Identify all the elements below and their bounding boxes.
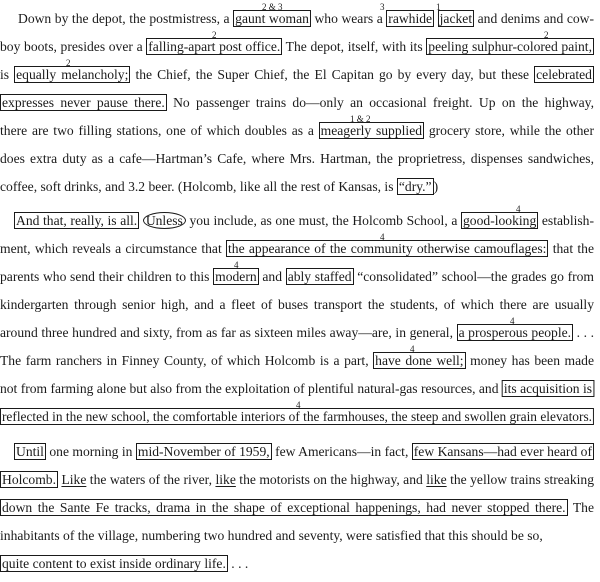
text-line	[0, 296, 594, 314]
boxed-phrase: down the Sante Fe tracks, drama in the shape of exceptional happenings, had never stopped there.	[2, 500, 566, 515]
boxed-phrase: jacket	[439, 11, 473, 26]
text-line	[0, 122, 594, 140]
text-run: few Americans—in fact,	[271, 444, 412, 459]
annotation-number: 1 & 2	[350, 114, 371, 124]
boxed-phrase: a prosperous people.	[458, 325, 572, 340]
text-run: establish-	[538, 213, 594, 228]
boxed-phrase: the appearance of the community otherwise camouflages:	[227, 241, 547, 256]
text-line	[0, 527, 594, 545]
text-run: you include, as one must, the Holcomb School, a	[185, 213, 461, 228]
underlined-word: Like	[61, 472, 87, 487]
boxed-phrase: expresses never pause there.	[2, 95, 165, 110]
annotation-number: 3	[380, 2, 385, 12]
text-run: one morning in	[45, 444, 136, 459]
boxed-phrase: And that, really, is all.	[16, 213, 138, 228]
text-line	[0, 268, 594, 286]
text-run: Down by the depot, the postmistress, a	[18, 11, 234, 26]
boxed-phrase: its acquisition is	[503, 381, 593, 396]
text-line	[0, 38, 594, 56]
boxed-phrase: reflected in the new school, the comfortable interiors of the farmhouses, the steep and swollen grain elevators.	[1, 409, 593, 424]
text-run: the yellow trains streaking	[446, 472, 594, 487]
text-run: not from farming alone but also from the exploitation of plentiful natural-gas resources, and	[0, 381, 502, 396]
text-run: inhabitants of the village, numbering two hundred and seventy, were satisfied that this should be so,	[0, 528, 543, 543]
text-run: does extra duty as a cafe—Hartman’s Cafe, where Mrs. Hartman, the proprietress, dispenses sandwiches,	[0, 151, 594, 166]
text-run: and	[258, 269, 286, 284]
boxed-phrase: falling-apart post office.	[148, 39, 281, 54]
text-run: there are two filling stations, one of which doubles as a	[0, 123, 319, 138]
boxed-phrase: equally melancholy;	[16, 67, 129, 82]
annotation-number: 4	[516, 204, 521, 214]
text-line	[18, 10, 594, 28]
text-line	[0, 150, 594, 168]
text-run: money has been made	[465, 353, 594, 368]
boxed-phrase: rawhide	[388, 11, 433, 26]
text-run: parents who send their children to this	[0, 269, 214, 284]
annotation-number: 2 & 3	[262, 2, 283, 12]
text-run: . . .	[227, 556, 249, 571]
text-line	[14, 212, 594, 230]
text-line	[0, 499, 594, 517]
text-run: grocery store, while the other	[424, 123, 594, 138]
text-run: boy boots, presides over a	[0, 39, 147, 54]
text-line	[0, 178, 594, 196]
text-line	[0, 471, 594, 489]
text-run: and denims and cow-	[474, 11, 594, 26]
boxed-phrase: Until	[16, 444, 44, 459]
text-run: the Chief, the Super Chief, the El Capitan go by every day, but these	[130, 67, 535, 82]
text-line	[0, 408, 594, 426]
text-line	[14, 443, 594, 461]
boxed-phrase: quite content to exist inside ordinary life.	[2, 556, 226, 571]
text-line	[0, 94, 594, 112]
text-run: the waters of the river,	[86, 472, 216, 487]
boxed-phrase: peeling sulphur-colored paint,	[428, 39, 592, 54]
boxed-phrase: meagerly supplied	[320, 123, 423, 138]
text-run: around three hundred and sixty, from as far as sixteen miles away—are, in general,	[0, 325, 457, 340]
annotation-number: 2	[66, 58, 71, 68]
text-run: coffee, soft drinks, and 3.2 beer. (Holcomb, like all the rest of Kansas, is	[0, 179, 397, 194]
annotation-number: 4	[510, 316, 515, 326]
text-run: The farm ranchers in Finney County, of which Holcomb is a part,	[0, 353, 374, 368]
boxed-phrase: modern	[215, 269, 257, 284]
text-run: is	[0, 67, 15, 82]
text-line	[0, 352, 594, 370]
text-run: that the	[548, 241, 594, 256]
annotation-number: 4	[296, 400, 301, 410]
text-run: ment, which reveals a circumstance that	[0, 241, 226, 256]
text-line	[0, 555, 594, 573]
boxed-phrase: “dry.”	[398, 179, 432, 194]
text-run: The	[567, 500, 594, 515]
underlined-word: like	[215, 472, 236, 487]
boxed-phrase: Holcomb.	[2, 472, 56, 487]
boxed-phrase: few Kansans—had ever heard of	[413, 444, 592, 459]
circled-word: Unless	[143, 212, 186, 229]
text-line	[0, 380, 594, 398]
boxed-phrase: celebrated	[536, 67, 592, 82]
text-run: No passenger trains do—only an occasional freight. Up on the highway,	[166, 95, 594, 110]
text-run: who wears a	[310, 11, 387, 26]
text-line	[0, 66, 594, 84]
text-run: The depot, itself, with its	[282, 39, 427, 54]
boxed-phrase: mid-November of 1959,	[137, 444, 270, 459]
boxed-phrase: ably staffed	[287, 269, 352, 284]
text-run: kindergarten through senior high, and a fleet of buses transport the students, of which there are usually	[0, 297, 594, 312]
boxed-phrase: have done well;	[375, 353, 464, 368]
text-line	[0, 324, 594, 342]
boxed-phrase: good-looking	[463, 213, 537, 228]
text-run: )	[433, 179, 439, 194]
annotation-number: 4	[410, 344, 415, 354]
text-run: “consolidated” school—the grades go from	[353, 269, 594, 284]
underlined-word: like	[426, 472, 447, 487]
boxed-phrase: gaunt woman	[235, 11, 309, 26]
annotation-number: 2	[212, 30, 217, 40]
annotation-number: 4	[380, 232, 385, 242]
text-run: . . .	[573, 325, 594, 340]
text-line	[0, 240, 594, 258]
annotation-number: 4	[234, 260, 239, 270]
annotation-number: 1	[436, 2, 441, 12]
text-run: the motorists on the highway, and	[235, 472, 427, 487]
annotation-number: 2	[544, 30, 549, 40]
